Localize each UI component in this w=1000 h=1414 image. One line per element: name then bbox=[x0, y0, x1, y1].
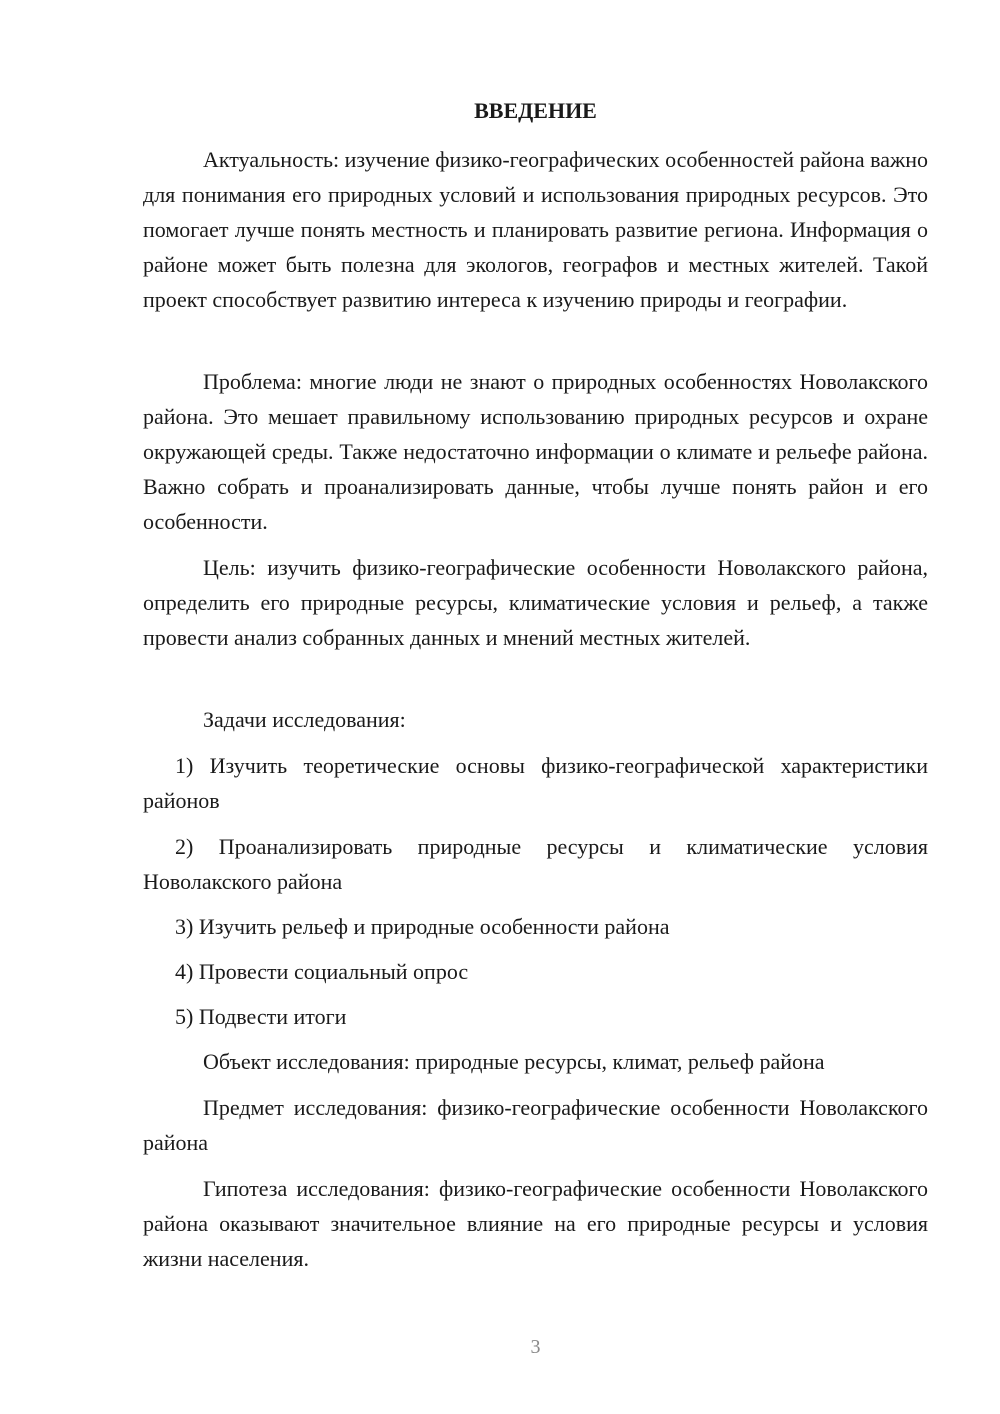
tasks-heading: Задачи исследования: bbox=[203, 707, 406, 732]
section-title: ВВЕДЕНИЕ bbox=[474, 98, 597, 123]
task-item-1: 1) Изучить теоретические основы физико-географической характеристики районов bbox=[143, 753, 928, 813]
task-item-2: 2) Проанализировать природные ресурсы и климатические условия Новолакского района bbox=[143, 834, 928, 894]
document-page bbox=[143, 0, 928, 1414]
task-item-3: 3) Изучить рельеф и природные особенности района bbox=[175, 914, 670, 939]
problem-paragraph: Проблема: многие люди не знают о природных особенностях Новолакского района. Это мешает правильному использованию природных ресурсов и охране окружающей среды. Также недостаточно информации о климате и рельефе района. Важно собрать и проанализировать данные, чтобы лучше понять район и его особенности. bbox=[143, 369, 928, 534]
subject-paragraph: Предмет исследования: физико-географические особенности Новолакского района bbox=[143, 1095, 928, 1155]
page-number: 3 bbox=[530, 1336, 541, 1358]
object-paragraph: Объект исследования: природные ресурсы, климат, рельеф района bbox=[203, 1049, 825, 1074]
goal-paragraph: Цель: изучить физико-географические особенности Новолакского района, определить его природные ресурсы, климатические условия и рельеф, а также провести анализ собранных данных и мнений местных жителей. bbox=[143, 555, 928, 650]
task-item-4: 4) Провести социальный опрос bbox=[175, 959, 469, 984]
task-item-5: 5) Подвести итоги bbox=[175, 1004, 347, 1029]
relevance-paragraph: Актуальность: изучение физико-географических особенностей района важно для понимания его природных условий и использования природных ресурсов. Это помогает лучше понять местность и планировать развитие региона. Информация о районе может быть полезна для экологов, географов и местных жителей. Такой проект способствует развитию интереса к изучению природы и географии. bbox=[143, 147, 928, 312]
hypothesis-paragraph: Гипотеза исследования: физико-географические особенности Новолакского района оказывают значительное влияние на его природные ресурсы и условия жизни населения. bbox=[143, 1176, 928, 1271]
